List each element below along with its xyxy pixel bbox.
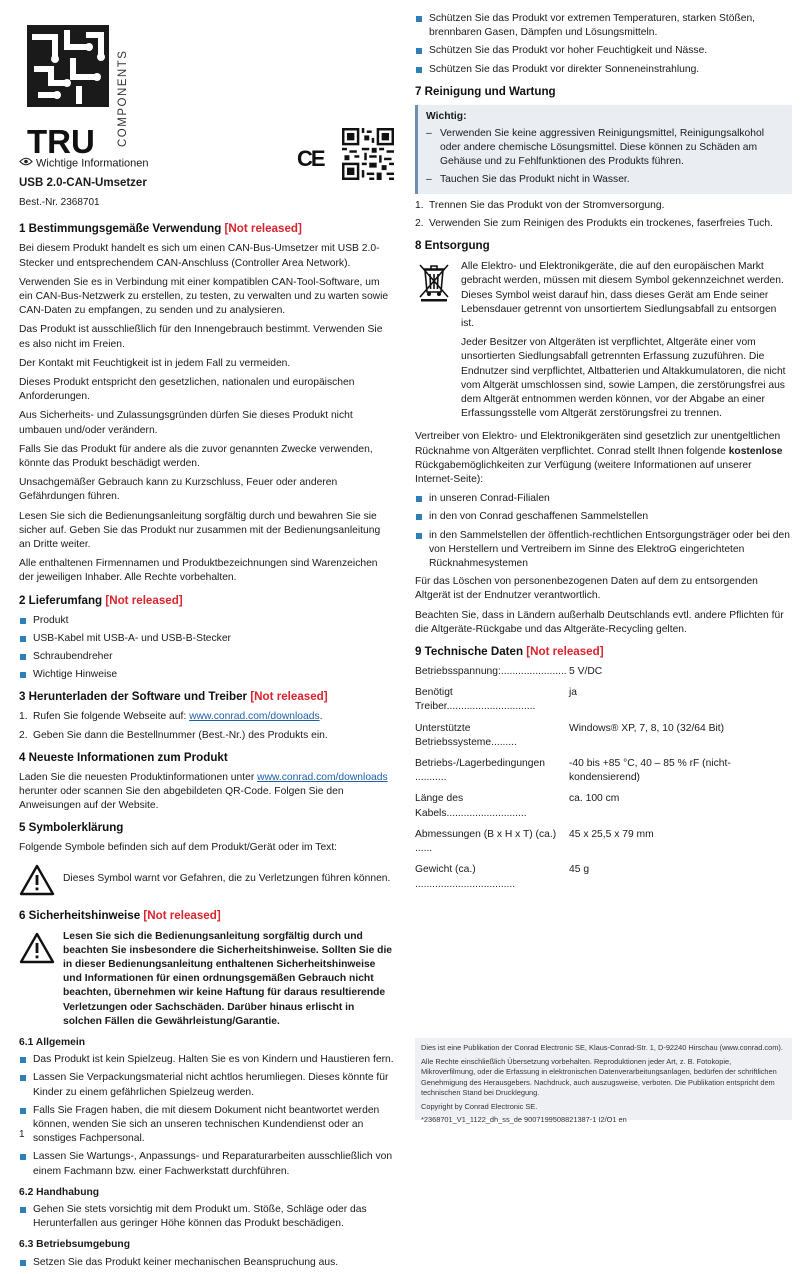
section-7-title: 7 Reinigung und Wartung (415, 84, 556, 98)
table-row: Abmessungen (B x H x T) (ca.) ...... 45 x 25,5 x 79 mm (415, 828, 654, 855)
section-6-title: 6 Sicherheitshinweise (19, 908, 141, 922)
section-9-title: 9 Technische Daten (415, 645, 524, 659)
list-item: Setzen Sie das Produkt keiner mechanischen Beanspruchung aus. (19, 1256, 394, 1270)
downloads-link[interactable]: www.conrad.com/downloads (257, 771, 388, 783)
list-item: Gehen Sie stets vorsichtig mit dem Produkt um. Stöße, Schläge oder das Herunterfallen aus geringer Höhe können das Produkt beschädigen. (19, 1203, 394, 1231)
not-released-tag: [Not released] (526, 645, 604, 659)
s1-para: Der Kontakt mit Feuchtigkeit ist in jedem Fall zu vermeiden. (19, 357, 291, 369)
section-4: 4 Neueste Informationen zum Produkt Laden Sie die neuesten Produktinformationen unter www.conrad.com/downloads herunter oder scannen Sie den abgebildeten QR-Code. Folgen Sie den Anweisungen auf der Website. (19, 750, 394, 814)
important-box: Wichtig: – Verwenden Sie keine aggressiven Reinigungsmittel, Reinigungsalkohol oder andere chemische Lösungsmittel. Diese können zu Schäden am Gehäuse und zu Fehlfunktionen des Produkts führen. – Tauchen Sie das Produkt nicht in Wasser. (415, 105, 792, 194)
table-row: Unterstützte Betriebssysteme......... Windows® XP, 7, 8, 10 (32/64 Bit) (415, 722, 725, 748)
subsection-title: 6.1 Allgemein (19, 1036, 85, 1048)
downloads-link[interactable]: www.conrad.com/downloads (189, 711, 320, 723)
s1-para: Falls Sie das Produkt für andere als die zuvor genannten Zwecke verwenden, könnte das Produkt beschädigt werden. (19, 443, 373, 469)
section-8: 8 Entsorgung Alle Elektro- und Elektronikgeräte, die auf den europäischen Markt gebracht werden, müssen mit diesem Symbol gekennzeichnet werden. Dieses Symbol weist darauf hin, dass dieses Gerät am Ende seiner Lebensdauer getrennt von unsortiertem Siedlungsabfall zu entsorgen ist. Jeder Besitzer von Altgeräten ist verpflichtet, Altgeräte einer vom unsortierten Siedlungsabfall getrennten Erfassung zuzuführen. Die Endnutzer sind verpflichtet, Altbatterien und Altakkumulatoren, die nicht vom Altgerät umschlossen sind, sowie Lampen, die zerstörungsfrei aus dem Altgerät entnommen werden können, vor der Abgabe an einer Erfassungsstelle vom Altgerät zerstörungsfrei zu trennen. Vertreiber von Elektro- und Elektronikgeräten sind gesetzlich zur unentgeltlichen Rücknahme von Altgeräten verpflichtet. Conrad stellt Ihnen folgende kostenlose Rückgabemöglichkeiten zur Verfügung (weitere Informationen auf unserer Internet-Seite): in unseren Conrad-Filialen in den von Conrad geschaffenen Sammelstellen in den Sammelstellen der öffentlich-rechtlichen Entsorgungsträger oder bei den von Herstellern und Vertreibern im Sinne des ElektroG eingerichteten Rücknahmesystemen Für das Löschen von personenbezogenen Daten auf dem zu entsorgenden Altgerät ist der Endnutzer verantwortlich. Beachten Sie, dass in Ländern außerhalb Deutschlands evtl. andere Pflichten für die Altgeräte-Rückgabe und das Altgeräte-Recycling gelten. (415, 238, 792, 637)
page-number: 1 (19, 1129, 25, 1140)
not-released-tag: [Not released] (105, 593, 183, 607)
table-row: Länge des Kabels............................ ca. 100 cm (415, 793, 620, 819)
s8-para: Beachten Sie, dass in Ländern außerhalb Deutschlands evtl. andere Pflichten für die Altgeräte-Rückgabe und das Altgeräte-Recycling gelten. (415, 609, 784, 635)
important-title: Wichtig: (426, 110, 467, 122)
left-column (19, 0, 394, 1274)
section-2-title: 2 Lieferumfang (19, 593, 103, 607)
list-item: USB-Kabel mit USB-A- und USB-B-Stecker (19, 632, 394, 646)
list-item: Produkt (19, 614, 394, 628)
section-5-title: 5 Symbolerklärung (19, 821, 124, 835)
section-7 (415, 84, 792, 231)
subsection-title: 6.2 Handhabung (19, 1186, 100, 1198)
list-item: in unseren Conrad-Filialen (415, 492, 792, 506)
table-row: Betriebsspannung:....................... 5 V/DC (415, 666, 603, 678)
section-1 (19, 221, 394, 585)
important-item: Tauchen Sie das Produkt nicht in Wasser. (440, 173, 630, 185)
step-item: 2. Verwenden Sie zum Reinigen des Produkts ein trockenes, faserfreies Tuch. (415, 218, 773, 230)
footer-line: Copyright by Conrad Electronic SE. (421, 1101, 538, 1111)
footer-line: Dies ist eine Publikation der Conrad Electronic SE, Klaus-Conrad-Str. 1, D-92240 Hirschau (www.conrad.com). (421, 1043, 783, 1052)
warning-symbol-text: Dieses Symbol warnt vor Gefahren, die zu Verletzungen führen können. (63, 873, 391, 885)
crossed-bin-icon (415, 260, 453, 302)
step-item: 2. Geben Sie dann die Bestellnummer (Best.-Nr.) des Produkts ein. (19, 729, 328, 741)
brand-sub: COMPONENTS (117, 49, 129, 147)
s1-para: Unsachgemäßer Gebrauch kann zu Kurzschluss, Feuer oder anderen Gefährdungen führen. (19, 477, 338, 503)
delivery-list (19, 614, 394, 683)
download-steps (19, 710, 394, 742)
list-item: Lassen Sie Verpackungsmaterial nicht achtlos herumliegen. Dieses könnte für Kinder zu einem gefährlichen Spielzeug werden. (19, 1071, 394, 1099)
list-item: Schraubendreher (19, 650, 394, 664)
right-column (415, 12, 792, 899)
section-5 (19, 820, 394, 895)
s5-intro: Folgende Symbole befinden sich auf dem Produkt/Gerät oder im Text: (19, 842, 338, 854)
subsection-title: 6.3 Betriebsumgebung (19, 1239, 130, 1251)
safety-warning-text: Lesen Sie sich die Bedienungsanleitung sorgfältig durch und beachten Sie insbesondere die Sicherheitshinweise. Sollten Sie die in dieser Bedienungsanleitung enthaltenen Sicherheitshinweise und Informationen für einen ordnungsgemäßen Gebrauch nicht beachten, übernehmen wir keine Haftung für daraus resultierende Verletzungen oder Sachschäden. Darüber hinaus erlischt in solchen Fällen die Gewährleistung/Garantie. (63, 930, 393, 1027)
list-item: Falls Sie Fragen haben, die mit diesem Dokument nicht beantwortet werden können, wenden Sie sich an unseren technischen Kundendienst oder an sonstiges Fachpersonal. (19, 1104, 394, 1147)
not-released-tag: [Not released] (224, 222, 302, 236)
footer-line: Alle Rechte einschließlich Übersetzung vorbehalten. Reproduktionen jeder Art, z. B. Fotokopie, Mikroverfilmung, oder die Erfassung in elektronischen Datenverarbeitungsanlagen, bedürfen der schriftlichen Genehmigung des Herausgebers. Nachdruck, auch auszugsweise, verboten. Die Publikation entspricht dem technischen Stand bei Drucklegung. (421, 1056, 777, 1098)
s1-para: Aus Sicherheits- und Zulassungsgründen dürfen Sie dieses Produkt nicht umbauen und/oder verändern. (19, 410, 353, 436)
section-3-title: 3 Herunterladen der Software und Treiber (19, 690, 248, 704)
s1-para: Das Produkt ist ausschließlich für den Innengebrauch bestimmt. Verwenden Sie es also nicht im Freien. (19, 324, 383, 350)
tru-logo-mark (27, 25, 109, 107)
s1-para: Dieses Produkt entspricht den gesetzlichen, nationalen und europäischen Anforderungen. (19, 376, 355, 403)
section-6 (19, 908, 394, 1270)
list-item: in den von Conrad geschaffenen Sammelstellen (415, 510, 792, 524)
section-8-title: 8 Entsorgung (415, 239, 490, 253)
info-label: Wichtige Informationen (36, 157, 149, 170)
table-row: Betriebs-/Lagerbedingungen ........... -40 bis +85 °C, 40 – 85 % rF (nicht-kondensierend) (415, 758, 731, 784)
not-released-tag: [Not released] (143, 908, 221, 922)
important-item: Verwenden Sie keine aggressiven Reinigungsmittel, Reinigungsalkohol oder andere chemische Lösungsmittel. Diese können zu Schäden am Gehäuse und zu Fehlfunktionen des Produkts führen. (440, 128, 764, 168)
s1-para: Alle enthaltenen Firmennamen und Produktbezeichnungen sind Warenzeichen der jeweiligen Inhaber. Alle Rechte vorbehalten. (19, 558, 378, 584)
tech-table (415, 665, 792, 899)
order-number: Best.-Nr. 2368701 (19, 196, 100, 208)
not-released-tag: [Not released] (250, 690, 328, 704)
list-item: Schützen Sie das Produkt vor direkter Sonneneinstrahlung. (415, 63, 792, 77)
section-3 (19, 689, 394, 742)
publisher-footer (415, 1038, 792, 1125)
step-item: 1. Trennen Sie das Produkt von der Stromversorgung. (415, 199, 665, 211)
list-item: Schützen Sie das Produkt vor hoher Feuchtigkeit und Nässe. (415, 44, 792, 58)
warning-triangle-icon (19, 932, 55, 964)
weee-para: Alle Elektro- und Elektronikgeräte, die auf den europäischen Markt gebracht werden, müssen mit diesem Symbol gekennzeichnet werden. Dieses Symbol weist darauf hin, dass dieses Gerät am Ende seiner Lebensdauer getrennt von unsortiertem Siedlungsabfall zu entsorgen ist. (461, 261, 784, 330)
table-row: Benötigt Treiber............................... ja (415, 687, 578, 713)
warning-triangle-icon (19, 864, 55, 896)
qr-code-icon (342, 128, 394, 180)
footer-line: *2368701_V1_1122_dh_ss_de 9007199508821387-1 I2/O1 en (421, 1115, 627, 1125)
list-item: in den Sammelstellen der öffentlich-rechtlichen Entsorgungsträger oder bei den von Herstellern und Vertreibern im Sinne des ElektroG eingerichteten Rücknahmesystemen (415, 529, 792, 572)
s8-para: Für das Löschen von personenbezogenen Daten auf dem zu entsorgenden Altgerät ist der Endnutzer verantwortlich. (415, 576, 758, 602)
circuit-icon (27, 25, 109, 107)
ce-mark: CE (297, 146, 324, 171)
table-row: Gewicht (ca.) ................................... 45 g (415, 864, 590, 890)
section-9 (415, 644, 792, 899)
step-item: 1. Rufen Sie folgende Webseite auf: www.conrad.com/downloads. (19, 711, 323, 723)
product-title: USB 2.0-CAN-Umsetzer (19, 176, 147, 189)
list-item: Das Produkt ist kein Spielzeug. Halten Sie es von Kindern und Haustieren fern. (19, 1053, 394, 1067)
s1-para: Lesen Sie sich die Bedienungsanleitung sorgfältig durch und bewahren Sie sie sicher auf. Geben Sie das Produkt nur zusammen mit der Bedienungsanleitung an Dritte weiter. (19, 510, 381, 550)
s1-para: Verwenden Sie es in Verbindung mit einer kompatiblen CAN-Tool-Software, um ein CAN-Bus-Netzwerk zu erstellen, zu testen, zu verwalten und zu warten sowie CAN-Daten zu empfangen, zu senden und zu analysieren. (19, 276, 389, 317)
weee-para: Jeder Besitzer von Altgeräten ist verpflichtet, Altgeräte einer vom unsortierten Siedlungsabfall getrennten Erfassung zuzuführen. Die Endnutzer sind verpflichtet, Altbatterien und Altakkumulatoren, die nicht vom Altgerät umschlossen sind, sowie Lampen, die zerstörungsfrei aus dem Altgerät entnommen werden können, vor der Abgabe an einer Erfassungsstelle vom Altgerät zerstörungsfrei zu trennen. (461, 337, 786, 420)
section-4-title: 4 Neueste Informationen zum Produkt (19, 750, 228, 764)
list-item: Wichtige Hinweise (19, 668, 394, 682)
brand-wordmark: TRU (27, 123, 95, 160)
list-item: Schützen Sie das Produkt vor extremen Temperaturen, starken Stößen, brennbaren Gasen, Dämpfen und Lösungsmitteln. (415, 12, 792, 40)
section-1-title: 1 Bestimmungsgemäße Verwendung (19, 222, 222, 236)
s1-para: Bei diesem Produkt handelt es sich um einen CAN-Bus-Umsetzer mit USB 2.0-Stecker und entsprechendem CAN-Anschluss (Controller Area Network). (19, 243, 380, 269)
section-2 (19, 593, 394, 683)
list-item: Lassen Sie Wartungs-, Anpassungs- und Reparaturarbeiten ausschließlich von einem Fachmann bzw. einer Fachwerkstatt durchführen. (19, 1150, 394, 1178)
